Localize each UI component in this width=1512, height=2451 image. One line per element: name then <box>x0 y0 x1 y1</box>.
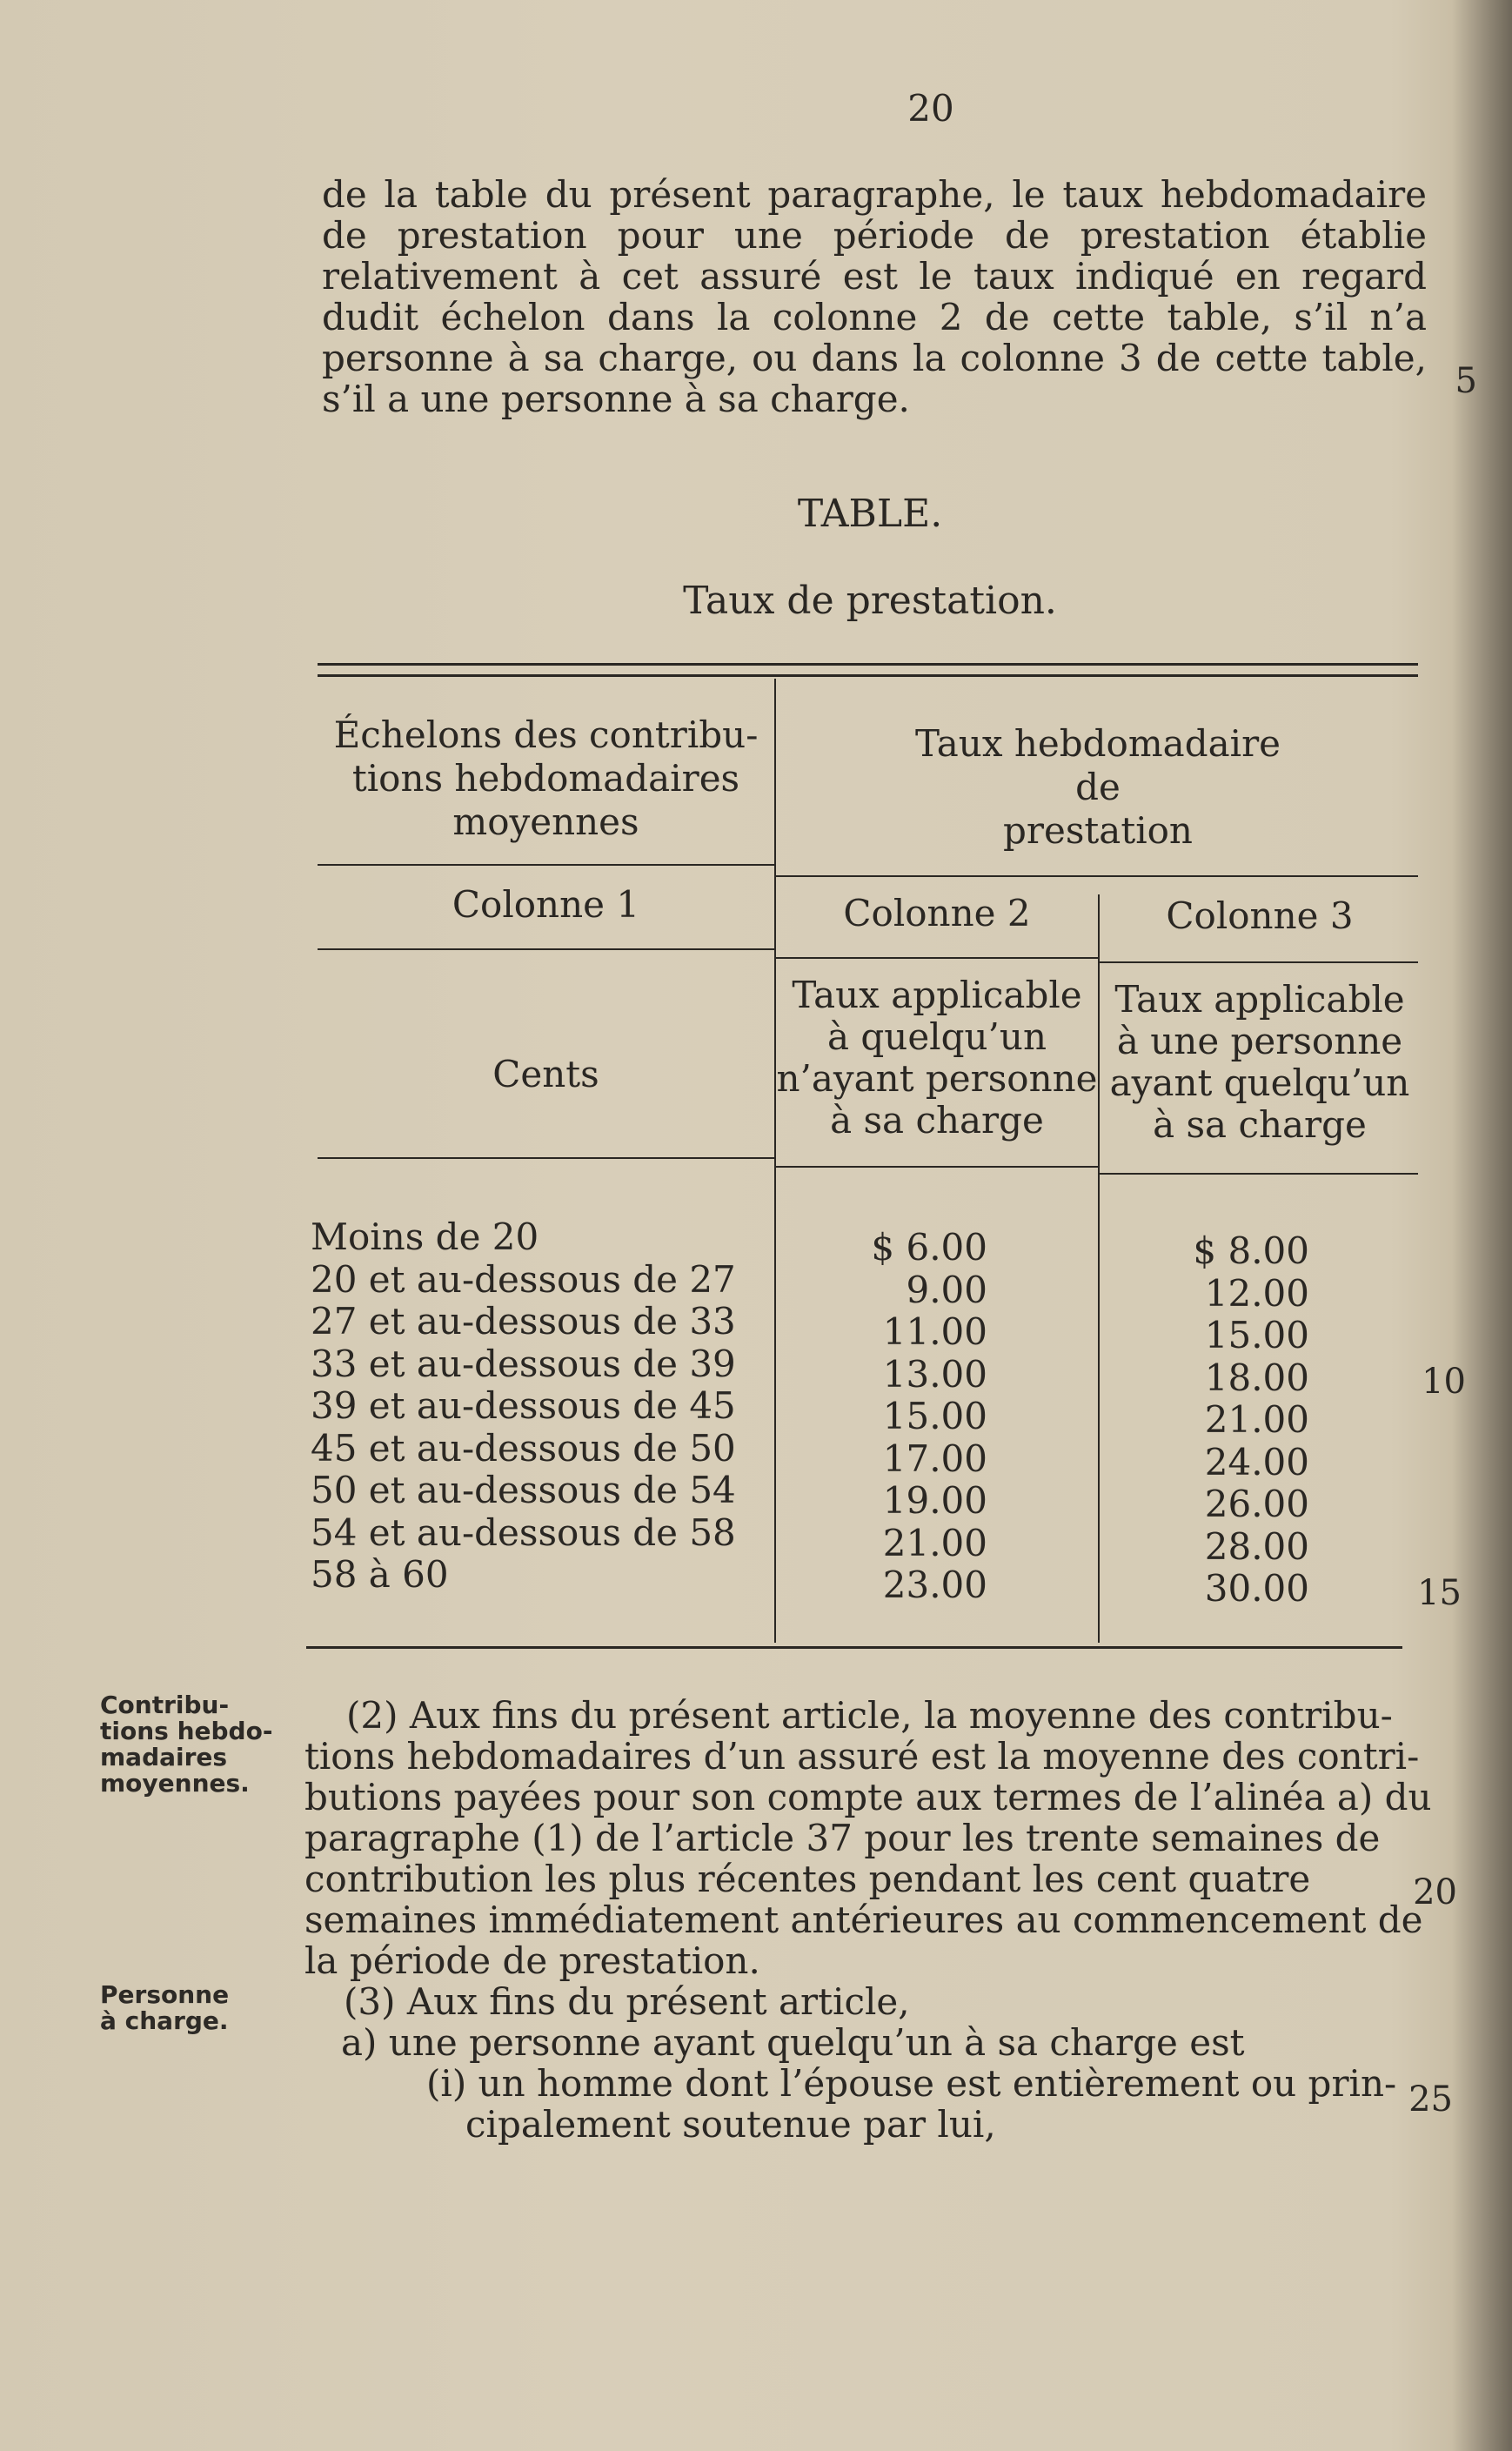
col2-label: Colonne 2 <box>843 892 1031 934</box>
table-title: TABLE. <box>797 492 943 536</box>
line-number: 25 <box>1408 2079 1453 2120</box>
table-cell-col2: $ 6.00 <box>871 1226 987 1269</box>
table-cell-col2: 9.00 <box>906 1268 987 1311</box>
col1-unit: Cents <box>492 1053 599 1095</box>
table-cell-col2: 17.00 <box>882 1436 987 1480</box>
paragraph-2-line: la période de prestation. <box>304 1939 760 1982</box>
desc-rule-col1 <box>318 1157 774 1159</box>
header-col1 <box>318 713 774 844</box>
table-cell-col3: 12.00 <box>1204 1271 1309 1315</box>
table-cell-col2: 15.00 <box>882 1395 987 1437</box>
item-i-line: cipalement soutenue par lui, <box>465 2103 996 2146</box>
line-number: 5 <box>1455 361 1477 401</box>
label-rule-col1 <box>318 948 774 950</box>
margin-note-line: tions hebdo- <box>100 1717 273 1745</box>
table-cell-col3: 24.00 <box>1204 1440 1309 1483</box>
col2-desc-line: à sa charge <box>830 1099 1044 1142</box>
header-rate-line: prestation <box>1003 809 1193 852</box>
table-row-range: Moins de 20 <box>311 1215 539 1258</box>
col3-values <box>1131 1230 1309 1611</box>
table-bottom-rule <box>306 1646 1402 1649</box>
margin-note-personne <box>100 1982 229 2034</box>
table-cell-col2: 21.00 <box>882 1521 987 1564</box>
margin-note-line: Personne <box>100 1980 230 2009</box>
header-rate-line: Taux hebdomadaire <box>915 722 1281 765</box>
paragraph-2-line: contribution les plus récentes pendant les cent quatre <box>304 1858 1311 1900</box>
margin-note-line: moyennes. <box>100 1769 250 1798</box>
table-top-rule <box>318 663 1418 666</box>
table-row-range: 58 à 60 <box>311 1553 449 1596</box>
table-cell-col3: 21.00 <box>1204 1398 1309 1441</box>
col3-label: Colonne 3 <box>1166 894 1354 937</box>
table-subtitle: Taux de prestation. <box>683 579 1057 623</box>
header-col1-line: tions hebdomadaires <box>351 757 740 800</box>
line-number: 15 <box>1417 1573 1462 1613</box>
col2-desc-line: Taux applicable <box>792 974 1082 1016</box>
table-row-range: 39 et au-dessous de 45 <box>311 1384 736 1427</box>
table-cell-col3: 30.00 <box>1204 1567 1309 1610</box>
table-row-range: 33 et au-dessous de 39 <box>311 1342 736 1385</box>
table-cell-col2: 13.00 <box>882 1352 987 1396</box>
col3-desc-line: Taux applicable <box>1114 978 1405 1021</box>
item-a: a) une personne ayant quelqu’un à sa charge est <box>341 2021 1245 2064</box>
table-cell-col3: 28.00 <box>1204 1524 1309 1568</box>
col3-desc-line: à une personne <box>1116 1020 1403 1062</box>
paragraph-2-line: paragraphe (1) de l’article 37 pour les trente semaines de <box>304 1817 1381 1859</box>
table-top-rule-2 <box>318 674 1418 677</box>
col2-description <box>776 974 1098 1142</box>
table-row-range: 27 et au-dessous de 33 <box>311 1300 736 1343</box>
table-cell-col2: 23.00 <box>882 1564 987 1606</box>
label-rule-col3 <box>1100 961 1418 963</box>
col3-desc-line: à sa charge <box>1153 1103 1367 1146</box>
header-rate <box>776 722 1420 853</box>
paragraph-2-line: butions payées pour son compte aux termes de l’alinéa a) du <box>304 1776 1432 1818</box>
paragraph-2-line: (2) Aux fins du présent article, la moyenne des contribu- <box>346 1694 1393 1737</box>
header-rule-rate <box>776 875 1418 877</box>
table-cell-col3: $ 8.00 <box>1193 1229 1309 1272</box>
col3-description <box>1100 979 1420 1146</box>
table-cell-col3: 18.00 <box>1204 1356 1309 1399</box>
col2-values <box>809 1227 987 1607</box>
header-col1-line: moyennes <box>452 800 639 843</box>
table-row-labels <box>311 1216 736 1597</box>
margin-note-line: madaires <box>100 1743 228 1771</box>
table-row-range: 54 et au-dessous de 58 <box>311 1510 736 1554</box>
header-rate-line: de <box>1075 766 1121 808</box>
table-cell-col2: 11.00 <box>882 1310 987 1353</box>
table-cell-col2: 19.00 <box>882 1479 987 1522</box>
header-rule-col1 <box>318 864 774 866</box>
col3-desc-line: ayant quelqu’un <box>1109 1061 1410 1104</box>
margin-note-line: Contribu- <box>100 1691 230 1719</box>
line-number: 10 <box>1422 1362 1466 1402</box>
desc-rule-col2 <box>776 1166 1098 1168</box>
table-row-range: 45 et au-dessous de 50 <box>311 1426 736 1470</box>
paragraph-3: (3) Aux fins du présent article, <box>344 1980 910 2023</box>
label-rule-col2 <box>776 957 1098 959</box>
col2-desc-line: n’ayant personne <box>776 1057 1098 1100</box>
table-cell-col3: 15.00 <box>1204 1314 1309 1356</box>
line-number: 20 <box>1413 1872 1457 1912</box>
table-row-range: 20 et au-dessous de 27 <box>311 1257 736 1301</box>
table-row-range: 50 et au-dessous de 54 <box>311 1469 736 1511</box>
margin-note-contributions <box>100 1692 272 1797</box>
item-i-line: (i) un homme dont l’épouse est entièrement ou prin- <box>426 2062 1397 2105</box>
paragraph-2-line: semaines immédiatement antérieures au commencement de <box>304 1899 1423 1941</box>
header-col1-line: Échelons des contribu- <box>333 713 759 756</box>
table-cell-col3: 26.00 <box>1204 1483 1309 1525</box>
margin-note-line: à charge. <box>100 2006 229 2035</box>
page-number: 20 <box>907 87 954 130</box>
desc-rule-col3 <box>1100 1173 1418 1175</box>
col2-desc-line: à quelqu’un <box>827 1015 1047 1058</box>
col1-label: Colonne 1 <box>452 883 640 926</box>
paragraph-2-line: tions hebdomadaires d’un assuré est la moyenne des contri- <box>304 1735 1420 1778</box>
intro-paragraph: de la table du présent paragraphe, le taux hebdomadaire de prestation pour une période de prestation établie relativement à cet assuré est le taux indiqué en regard dudit échelon dans la colonne 2 de cette table, s’il n’a personne à sa charge, ou dans la colonne 3 de cette table, s’il a une personne à sa charge. <box>322 173 1427 420</box>
